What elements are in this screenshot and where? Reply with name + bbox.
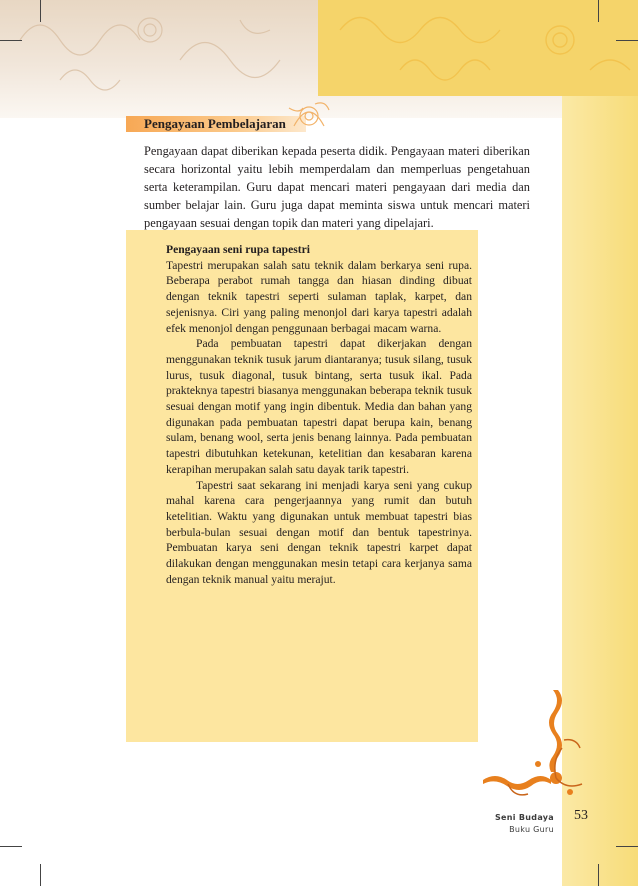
enrichment-box-content bbox=[166, 242, 472, 587]
box-paragraph: Tapestri saat sekarang ini menjadi karya seni yang cukup mahal karena cara pengerjaannya yang rumit dan butuh ketelitian. Waktu yang digunakan untuk membuat tapestri bias berbula-bulan sesuai dengan motif dan bentuk tapestrinya. Pembuatan karya seni dengan teknik tapestri karpet dapat dilakukan dengan menggunakan mesin tetapi cara kerjanya sama dengan teknik manual yaitu merajut. bbox=[166, 478, 472, 586]
page-number: 53 bbox=[574, 808, 588, 823]
crop-mark bbox=[40, 864, 41, 886]
heading-flourish-icon bbox=[284, 96, 334, 138]
crop-mark bbox=[598, 864, 599, 886]
box-paragraph: Tapestri merupakan salah satu teknik dalam berkarya seni rupa. Beberapa perabot rumah tangga dan hiasan dinding dibuat dengan teknik tapestri seperti sulaman taplak, karpet, dan sejenisnya. Ciri yang paling menonjol dari karya tapestri adalah efek menonjol dengan penggunaan berbagai macam warna. bbox=[166, 258, 472, 335]
crop-mark bbox=[0, 846, 22, 847]
book-subtitle: Buku Guru bbox=[509, 825, 554, 834]
book-title: Seni Budaya bbox=[495, 813, 554, 822]
crop-mark bbox=[40, 0, 41, 22]
crop-mark bbox=[598, 0, 599, 22]
crop-mark bbox=[616, 846, 638, 847]
enrichment-box bbox=[126, 230, 478, 742]
crop-mark bbox=[616, 40, 638, 41]
box-title: Pengayaan seni rupa tapestri bbox=[166, 243, 310, 256]
section-heading-band bbox=[126, 116, 306, 132]
crop-mark bbox=[0, 40, 22, 41]
box-paragraph: Pada pembuatan tapestri dapat dikerjakan dengan menggunakan teknik tusuk jarum diantaranya; tusuk silang, tusuk lurus, tusuk diagonal, tusuk bintang, serta tusuk ikal. Pada prakteknya tapestri biasanya menggunakan beberapa teknik tusuk sesuai dengan motif yang ingin dibentuk. Media dan bahan yang digunakan pada pembuatan tapestri dapat berupa kain, benang sulam, benang wool, serta jenis benang lainnya. Pada pembuatan tapestri dibutuhkan ketekunan, ketelitian dan kesabaran karena kerapihan merupakan salah satu dayak tarik tapestri. bbox=[166, 337, 472, 476]
intro-paragraph: Pengayaan dapat diberikan kepada peserta didik. Pengayaan materi diberikan secara horizontal yaitu lebih memperdalam dan memperluas pengetahuan serta keterampilan. Guru dapat mencari materi pengayaan dari media dan sumber belajar lain. Guru juga dapat meminta siswa untuk mencari materi pengayaan sesuai dengan topik dan materi yang dipelajari. bbox=[144, 144, 530, 230]
corner-ornament-icon bbox=[478, 680, 588, 810]
section-heading: Pengayaan Pembelajaran bbox=[144, 116, 286, 131]
